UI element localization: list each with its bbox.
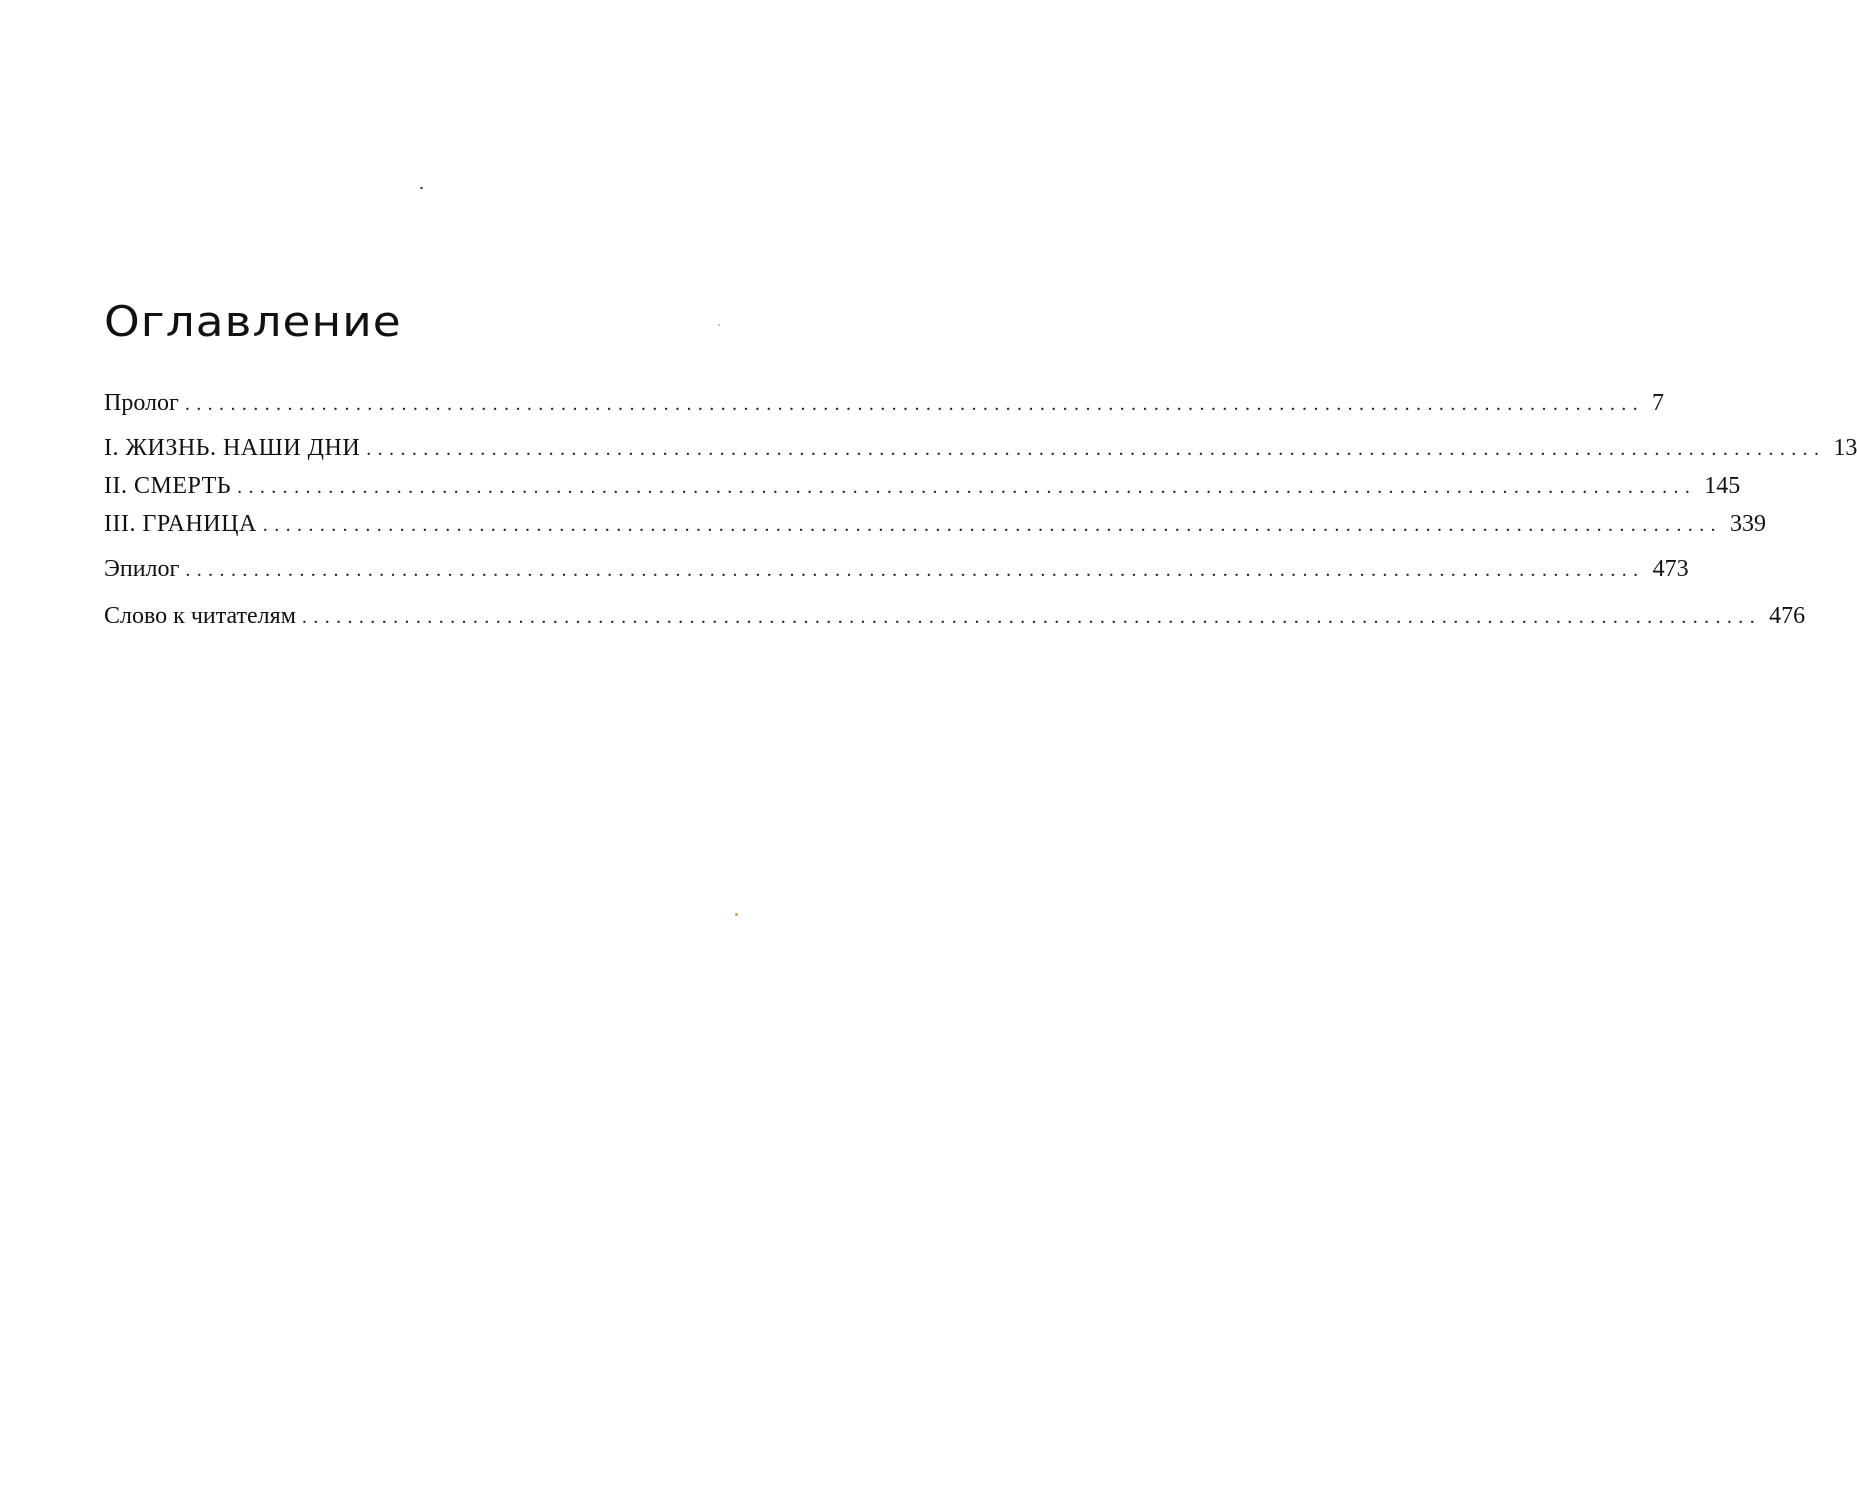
toc-entry bbox=[104, 553, 1689, 585]
toc-entry bbox=[104, 508, 1766, 540]
toc-entry-page: 339 bbox=[1730, 511, 1766, 537]
scan-speck bbox=[420, 187, 423, 189]
toc-entry-page: 13 bbox=[1833, 435, 1857, 461]
toc-entry-page: 473 bbox=[1652, 556, 1689, 582]
toc-entry bbox=[104, 432, 1857, 464]
toc-entry-label: I. ЖИЗНЬ. НАШИ ДНИ bbox=[104, 435, 361, 461]
toc-entry bbox=[104, 470, 1741, 502]
toc-dot-leader: ................................................................................................................................ bbox=[185, 559, 1645, 581]
toc-entry-label: Эпилог bbox=[104, 556, 180, 582]
scan-speck bbox=[718, 324, 720, 326]
toc-dot-leader: ................................................................................................................................ bbox=[237, 476, 1697, 498]
toc-entry bbox=[104, 600, 1806, 632]
scan-speck bbox=[735, 913, 738, 916]
toc-entry-page: 7 bbox=[1652, 390, 1665, 416]
toc-entry-label: Пролог bbox=[104, 390, 179, 416]
toc-entry-page: 145 bbox=[1704, 473, 1741, 499]
toc-dot-leader: ................................................................................................................................ bbox=[184, 393, 1645, 415]
toc-entry-label: Слово к читателям bbox=[104, 603, 296, 629]
toc-title: Оглавление bbox=[104, 297, 402, 346]
toc-entry-label: III. ГРАНИЦА bbox=[104, 511, 257, 537]
toc-entry-page: 476 bbox=[1769, 603, 1806, 629]
toc-entry-label: II. СМЕРТЬ bbox=[104, 473, 232, 499]
toc-entry bbox=[104, 387, 1665, 419]
toc-dot-leader: ................................................................................................................................ bbox=[262, 514, 1722, 536]
toc-dot-leader: ................................................................................................................................ bbox=[301, 606, 1762, 628]
toc-dot-leader: ................................................................................................................................ bbox=[366, 438, 1826, 460]
